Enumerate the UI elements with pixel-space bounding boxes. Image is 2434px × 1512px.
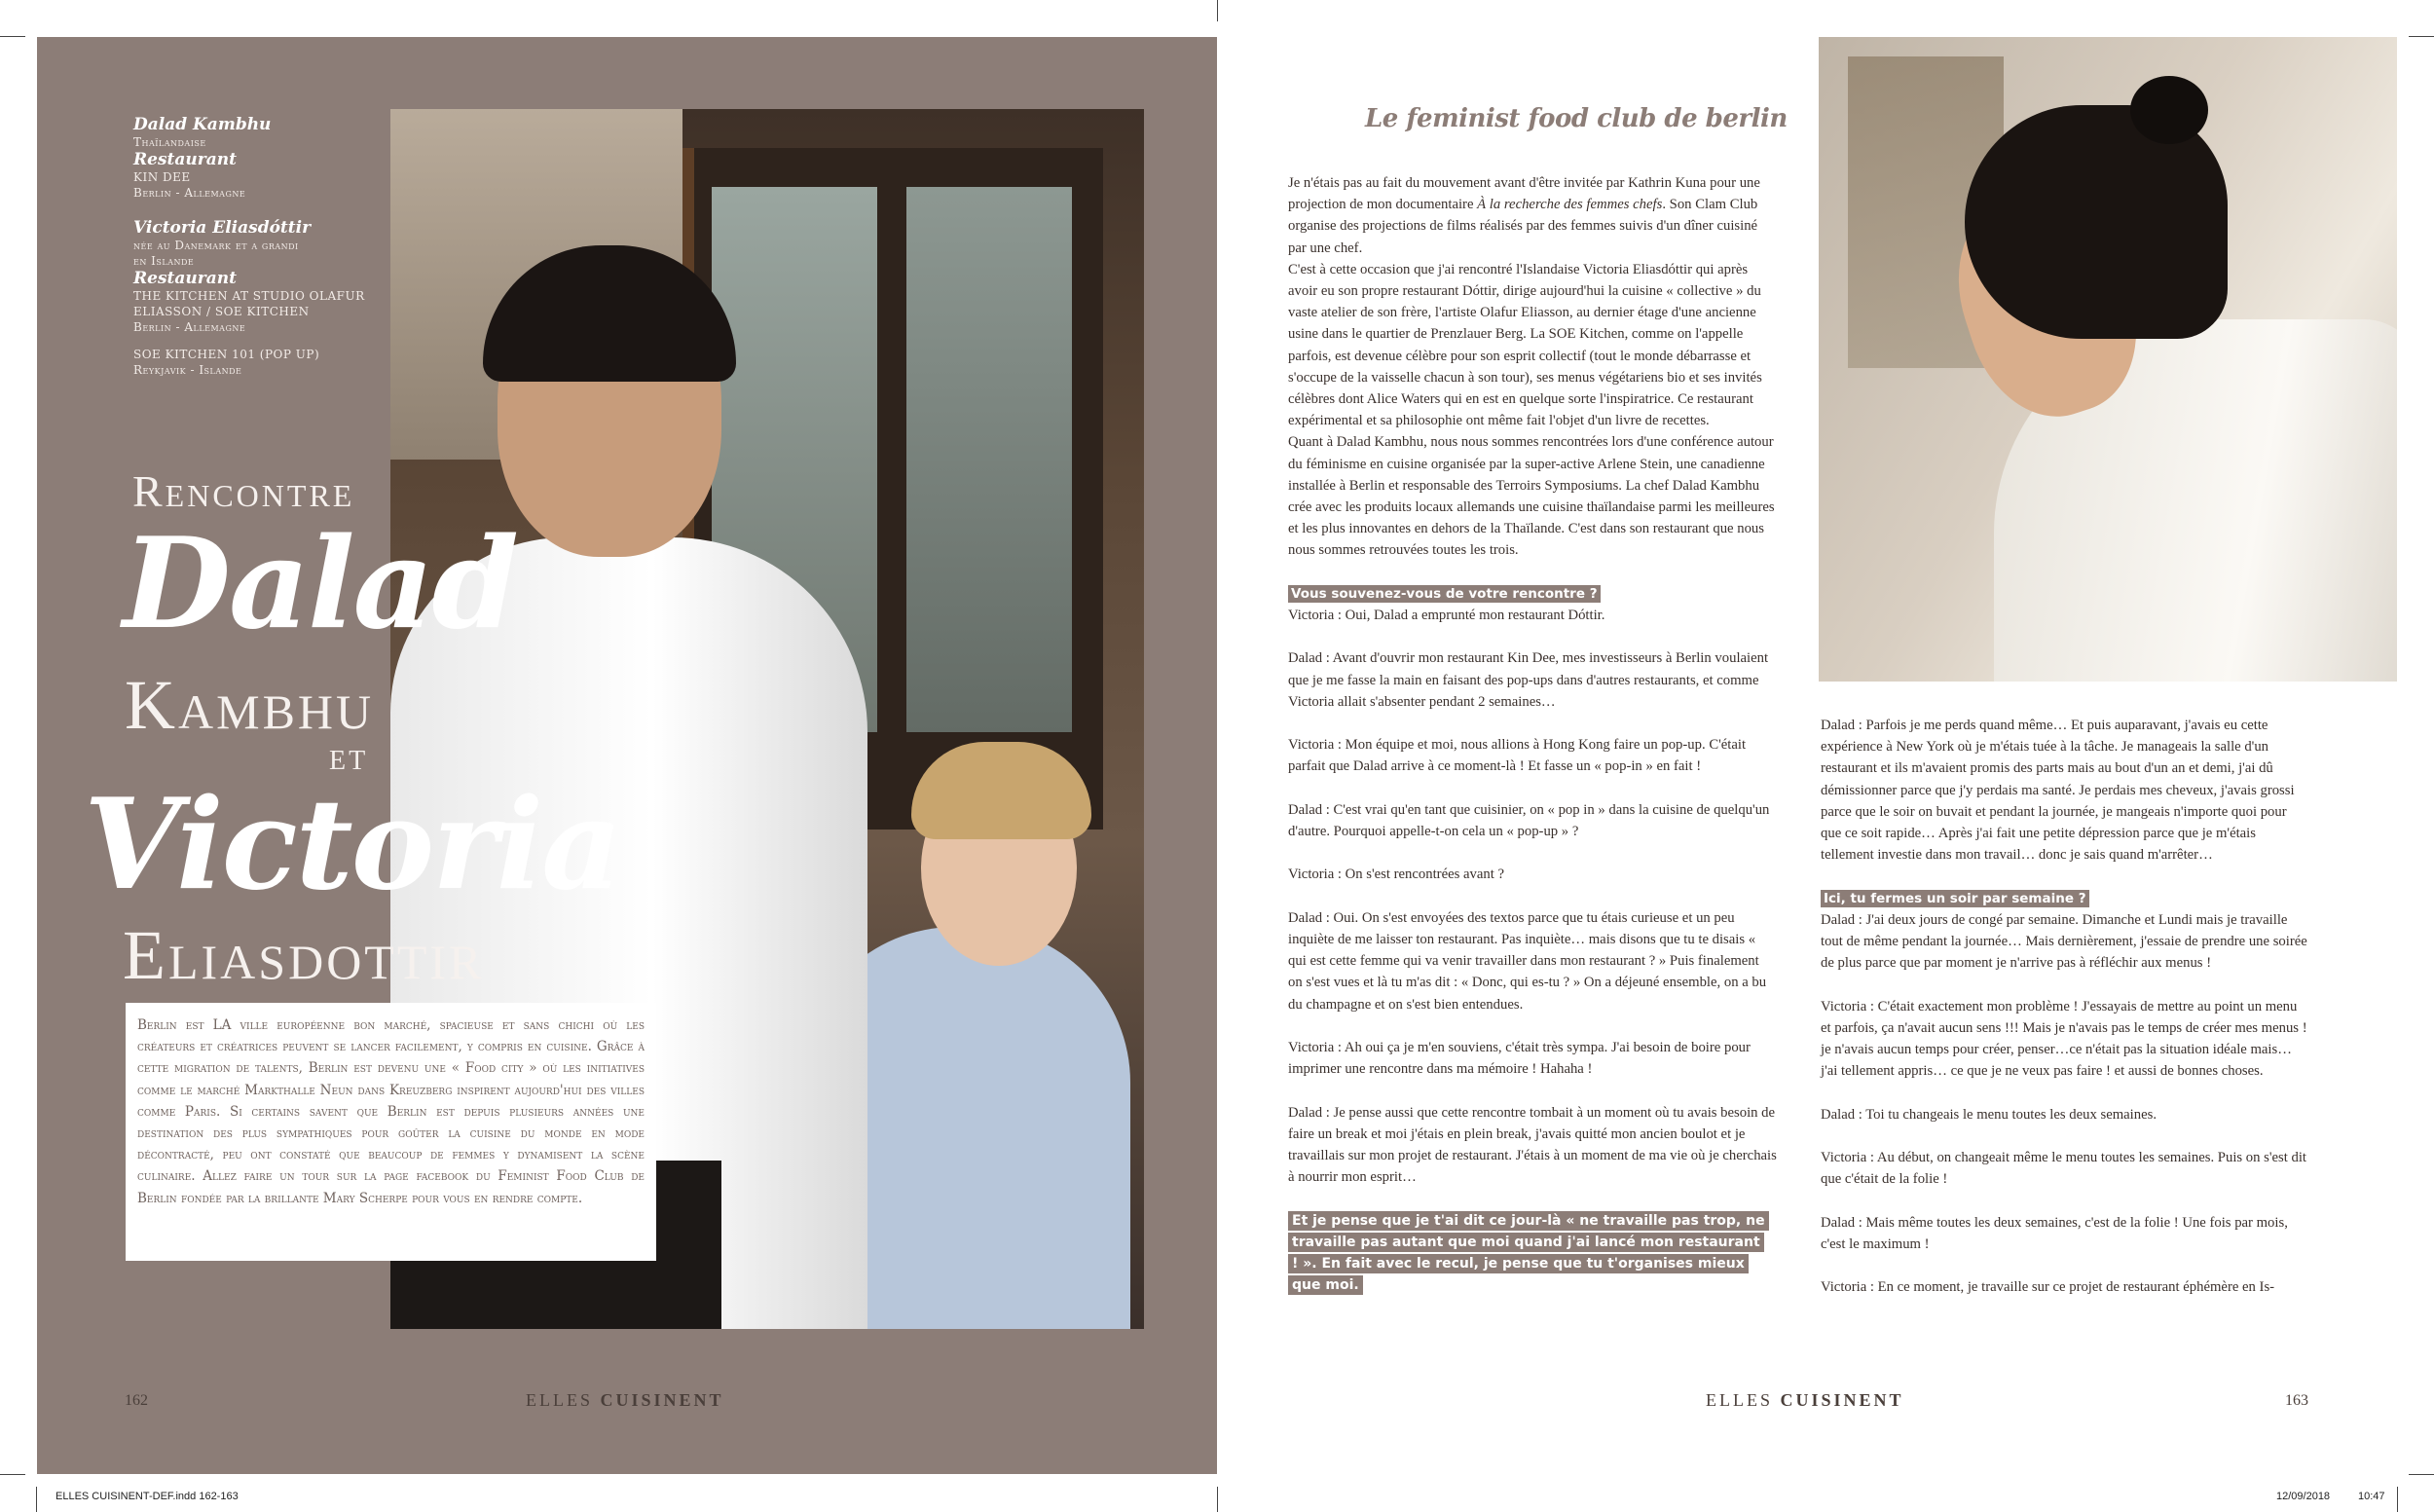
chef-cooking-photo (1819, 37, 2397, 682)
answer: Dalad : J'ai deux jours de congé par semaine. Dimanche et Lundi mais je travaille tout de même pendant la journée… Mais dernièrement, j'essaie de prendre une soirée de plus parce que par moment je n'arrive pas à réfléchir aux menus ! (1821, 911, 2307, 972)
answer: Dalad : Mais même toutes les deux semaines, c'est de la folie ! Une fois par mois, c'est le maximum ! (1821, 1214, 2288, 1252)
answer: Victoria : Au début, on changeait même le menu toutes les semaines. Puis on s'est dit que c'était de la folie ! (1821, 1150, 2307, 1188)
person2-restaurant: ELIASSON / SOE KITCHEN (133, 305, 310, 318)
crop-mark (2409, 36, 2434, 37)
running-head-a: ELLES (526, 1390, 593, 1410)
answer: Victoria : On s'est rencontrées avant ? (1288, 867, 1504, 883)
crop-mark (0, 1474, 25, 1475)
intro-box (126, 1003, 656, 1261)
answer: Victoria : Oui, Dalad a emprunté mon restaurant Dóttir. (1288, 608, 1605, 624)
title-rencontre: Rencontre (132, 466, 355, 516)
person1-nationality: Thaïlandaise (133, 135, 206, 149)
question (1821, 888, 2309, 909)
page-number-right: 163 (2285, 1392, 2308, 1409)
running-head-right (1706, 1390, 1904, 1411)
credits-block (133, 115, 396, 378)
crop-mark (2397, 1487, 2398, 1512)
title-kambhu: Kambhu (125, 666, 375, 744)
answer: Dalad : C'est vrai qu'en tant que cuisinier, on « pop in » dans la cuisine de quelqu'un d'autre. Pourquoi appelle-t-on cela un « pop-up » ? (1288, 801, 1770, 840)
question (1288, 583, 1777, 605)
person2-restaurant: THE KITCHEN AT STUDIO OLAFUR (133, 289, 365, 303)
person2-popup-location: Reykjavik - Islande (133, 363, 242, 377)
answer: Dalad : Oui. On s'est envoyées des textos parce que tu étais curieuse et un peu inquiète de me laisser ton restaurant. Pas inquiète… mais disons que tu te disais « qui est cette femme qui va venir travailler dans mon restaurant ? » Puis finalement on s'est vues et là tu m'as dit : « Donc, qui es-tu ? » On a déjeuné ensemble, on a bu du champagne et on s'est bien entendues. (1288, 909, 1767, 1013)
article-column-2 (1821, 715, 2309, 1298)
person2-bio: née au Danemark et a grandi (133, 239, 299, 252)
answer: Dalad : Avant d'ouvrir mon restaurant Kin Dee, mes investisseurs à Berlin voulaient que je me fasse la main en faisant des pop-ups dans d'autres restaurants, et comme Victoria allait s'absenter pendant 2 semaines… (1288, 650, 1769, 710)
chef-hair (1965, 105, 2228, 339)
answer: Dalad : Toi tu changeais le menu toutes les deux semaines. (1821, 1106, 2157, 1123)
crop-mark (1217, 1487, 1218, 1512)
running-head-a: ELLES (1706, 1390, 1773, 1410)
answer: Victoria : Mon équipe et moi, nous allions à Hong Kong faire un pop-up. C'était parfait que Dalad arrive à ce moment-là ! Et fasse un « pop-in » en fait ! (1288, 737, 1747, 775)
question-highlight: Vous souvenez-vous de votre rencontre ? (1288, 585, 1601, 603)
window-glass (906, 187, 1072, 732)
answer: Victoria : Ah oui ça je m'en souviens, c'était très sympa. J'ai besoin de boire pour imprimer une rencontre dans ma mémoire ! Hahaha ! (1288, 1040, 1751, 1078)
crop-mark (0, 36, 25, 37)
person1-name: Dalad Kambhu (133, 115, 272, 134)
title-dalad: Dalad (123, 511, 517, 657)
answer: Victoria : C'était exactement mon problème ! J'essayais de mettre au point un menu et parfois, ça n'avait aucun sens !!! Mais je n'avais pas le temps de créer mes menus ! je n'avais aucun temps pour créer, penser…ce n'était pas la situation idéale mais… j'ai tellement appris… ce que je ne veux pas faire ! et aussi de bonnes choses. (1821, 998, 2307, 1080)
running-head-b: CUISINENT (1780, 1390, 1904, 1410)
article-column-1 (1288, 172, 1777, 1296)
answer: Dalad : Je pense aussi que cette rencontre tombait à un moment où tu avais besoin de faire un break et moi j'étais en plein break, j'avais quitté mon ancien boulot et je travaillais sur mon projet de restaurant. J'étais à un moment de ma vie où je cherchais à nourrir mon esprit… (1288, 1104, 1777, 1186)
slug-time: 10:47 (2358, 1491, 2385, 1502)
documentary-title: À la recherche des femmes chefs (1477, 197, 1663, 213)
intro-text: Berlin est LA ville européenne bon marché, spacieuse et sans chichi où les créateurs et créatrices peuvent se lancer facilement, y compris en cuisine. Grâce à cette migration de talents, Berlin est devenu une « Food city » où les initiatives comme le marché Markthalle Neun dans Kreuzberg inspirent aujourd'hui des villes comme Paris. Si certains savent que Berlin est depuis plusieurs années une destination des plus sympathiques pour goûter la cuisine du monde en mode décontracté, peu ont constaté que beaucoup de femmes y dynamisent la scène culinaire. Allez faire un tour sur la page facebook du Feminist Food Club de Berlin fondée par la brillante Mary Scherpe pour vous en rendre compte. (137, 1017, 645, 1206)
person2-location: Berlin - Allemagne (133, 320, 246, 334)
paragraph: C'est à cette occasion que j'ai rencontré l'Islandaise Victoria Eliasdóttir qui après avoir eu son propre restaurant Dóttir, dirige aujourd'hui la cuisine « collective » du vaste atelier de son frère, l'artiste Olafur Eliasson, au dernier étage d'une ancienne usine dans le quartier de Prenzlauer Berg. La SOE Kitchen, comme on l'appelle parfois, est devenue célèbre pour son esprit collectif (tout le monde débarrasse et s'occupe de la vaisselle chacun à son tour), ses menus végétariens bio et ses invités célèbres dont Alice Waters qui en est en quelque sorte l'inspiratrice. Ce restaurant expérimental et sa philosophie ont même fait l'objet d'un livre de recettes. (1288, 261, 1762, 429)
title-eliasdottir: Eliasdottir (123, 916, 485, 994)
person2-popup: SOE KITCHEN 101 (POP UP) (133, 348, 320, 361)
crop-mark (36, 1487, 37, 1512)
answer: Victoria : En ce moment, je travaille sur ce projet de restaurant éphémère en Is- (1821, 1279, 2275, 1296)
paragraph: Quant à Dalad Kambhu, nous nous sommes rencontrées lors d'une conférence autour du féminisme en cuisine organisée par la super-active Arlene Stein, une canadienne installée à Berlin et responsable des Terroirs Symposiums. La chef Dalad Kambhu crée avec les produits locaux allemands une cuisine thaïlandaise parmi les meilleures et les plus innovantes en dehors de la Thaïlande. C'est dans son restaurant que nous nous sommes retrouvées toutes les trois. (1288, 434, 1775, 559)
restaurant-label: Restaurant (133, 150, 237, 169)
answer: Dalad : Parfois je me perds quand même… Et puis auparavant, j'avais eu cette expérience à New York où je m'étais tuée à la tâche. Je manageais la salle d'un restaurant et ils m'avaient promis des parts mais au bout d'un an et demi, j'ai dû démissionner parce que j'y perdais ma santé. Je perdais mes cheveux, j'avais grossi parce que le soir on buvait et pendant la journée, je mangeais n'importe quoi pour que ce soit rapide… Après j'ai fait une petite dépression parce que je m'étais tellement investie dans mon travail… donc je sais quand m'arrêter… (1821, 718, 2295, 864)
crop-mark (2409, 1474, 2434, 1475)
person1-location: Berlin - Allemagne (133, 186, 246, 200)
running-head-b: CUISINENT (600, 1390, 724, 1410)
question-highlight: Ici, tu fermes un soir par semaine ? (1821, 890, 2089, 907)
hair-bun (2130, 76, 2208, 144)
title-et: et (329, 734, 369, 778)
person1-restaurant: KIN DEE (133, 170, 191, 184)
paragraph: Je n'étais pas au fait du mouvement avant d'être invitée par Kathrin Kuna pour une projection de mon documentaire À la recherche des femmes chefs. Son Clam Club organise des projections de films réalisés par des femmes suivis d'un dîner cuisiné par une chef. (1288, 175, 1760, 256)
restaurant-label: Restaurant (133, 269, 237, 288)
running-head-left (526, 1390, 724, 1411)
pull-quote (1288, 1210, 1777, 1297)
person2-name: Victoria Eliasdóttir (133, 218, 312, 238)
pull-quote-text: Et je pense que je t'ai dit ce jour-là « ne travaille pas trop, ne travaille pas autant que moi quand j'ai lancé mon restaurant ! ». En fait avec le recul, je pense que tu t'organises mieux que moi. (1288, 1211, 1769, 1296)
crop-mark (1217, 0, 1218, 21)
article-title: Le feminist food club de berlin (1365, 104, 1788, 133)
page-number-left: 162 (125, 1392, 148, 1409)
slug-date: 12/09/2018 (2276, 1491, 2331, 1502)
person2-bio: en Islande (133, 254, 195, 268)
title-victoria: Victoria (84, 772, 621, 918)
left-page (37, 37, 1217, 1474)
slug-filename: ELLES CUISINENT-DEF.indd 162-163 (55, 1491, 239, 1502)
